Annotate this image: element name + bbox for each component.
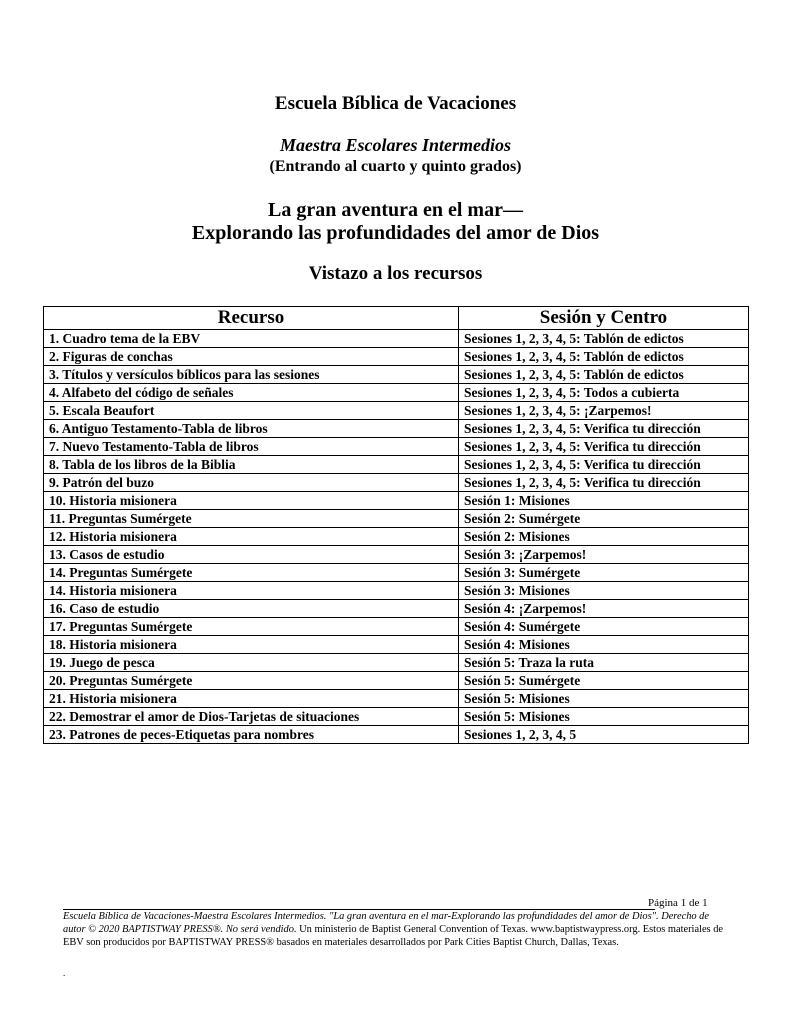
resource-cell: 1. Cuadro tema de la EBV <box>44 330 459 348</box>
session-center-cell: Sesiones 1, 2, 3, 4, 5: Todos a cubierta <box>459 384 749 402</box>
table-row <box>44 546 749 564</box>
grade-note: (Entrando al cuarto y quinto grados) <box>269 158 522 175</box>
session-center-cell: Sesiones 1, 2, 3, 4, 5: Tablón de edictos <box>459 348 749 366</box>
resource-cell: 22. Demostrar el amor de Dios-Tarjetas de situaciones <box>44 708 459 726</box>
column-header-resource: Recurso <box>44 307 459 330</box>
session-center-cell: Sesión 5: Misiones <box>459 690 749 708</box>
session-center-cell: Sesión 2: Sumérgete <box>459 510 749 528</box>
resource-cell: 11. Preguntas Sumérgete <box>44 510 459 528</box>
table-row <box>44 582 749 600</box>
resource-cell: 21. Historia misionera <box>44 690 459 708</box>
resource-cell: 3. Títulos y versículos bíblicos para las sesiones <box>44 366 459 384</box>
table-row <box>44 618 749 636</box>
resources-table <box>43 306 749 744</box>
session-center-cell: Sesión 5: Sumérgete <box>459 672 749 690</box>
table-header-row <box>44 307 749 330</box>
page-number: Página 1 de 1 <box>648 897 708 909</box>
resource-cell: 10. Historia misionera <box>44 492 459 510</box>
footer-plain-text: Un ministerio de Baptist General Convention of Texas. www.baptistwaypress.org. Estos materiales de EBV son producidos por BAPTISTWAY PRESS® basados en materiales desarrollados por Park Cities Baptist Church, Dallas, Texas. <box>63 924 724 948</box>
session-center-cell: Sesiones 1, 2, 3, 4, 5 <box>459 726 749 744</box>
table-row <box>44 708 749 726</box>
footer-italic-text: Escuela Bíblica de Vacaciones-Maestra Escolares Intermedios. "La gran aventura en el mar-Explorando las profundidades del amor de Dios". Derecho de autor © 2020 BAPTISTWAY PRESS®. No será vendido. <box>63 911 709 935</box>
session-center-cell: Sesión 4: Misiones <box>459 636 749 654</box>
session-center-cell: Sesiones 1, 2, 3, 4, 5: Verifica tu dirección <box>459 456 749 474</box>
document-subtitle: Maestra Escolares Intermedios <box>279 135 511 155</box>
table-row <box>44 402 749 420</box>
resource-cell: 6. Antiguo Testamento-Tabla de libros <box>44 420 459 438</box>
session-center-cell: Sesiones 1, 2, 3, 4, 5: Verifica tu dirección <box>459 474 749 492</box>
table-row <box>44 366 749 384</box>
session-center-cell: Sesiones 1, 2, 3, 4, 5: Verifica tu dirección <box>459 420 749 438</box>
resource-cell: 5. Escala Beaufort <box>44 402 459 420</box>
resource-cell: 9. Patrón del buzo <box>44 474 459 492</box>
table-row <box>44 528 749 546</box>
resource-cell: 4. Alfabeto del código de señales <box>44 384 459 402</box>
table-row <box>44 348 749 366</box>
session-center-cell: Sesión 4: Sumérgete <box>459 618 749 636</box>
table-row <box>44 420 749 438</box>
resource-cell: 23. Patrones de peces-Etiquetas para nombres <box>44 726 459 744</box>
table-row <box>44 474 749 492</box>
table-row <box>44 654 749 672</box>
resource-cell: 12. Historia misionera <box>44 528 459 546</box>
resource-cell: 14. Historia misionera <box>44 582 459 600</box>
resource-cell: 18. Historia misionera <box>44 636 459 654</box>
table-row <box>44 690 749 708</box>
session-center-cell: Sesión 5: Misiones <box>459 708 749 726</box>
resource-cell: 16. Caso de estudio <box>44 600 459 618</box>
resource-cell: 13. Casos de estudio <box>44 546 459 564</box>
section-title: Vistazo a los recursos <box>308 263 483 284</box>
session-center-cell: Sesiones 1, 2, 3, 4, 5: Verifica tu dirección <box>459 438 749 456</box>
session-center-cell: Sesiones 1, 2, 3, 4, 5: Tablón de edictos <box>459 330 749 348</box>
table-row <box>44 438 749 456</box>
resource-cell: 14. Preguntas Sumérgete <box>44 564 459 582</box>
footer-dot: . <box>63 968 66 978</box>
session-center-cell: Sesión 3: Sumérgete <box>459 564 749 582</box>
session-center-cell: Sesión 4: ¡Zarpemos! <box>459 600 749 618</box>
table-row <box>44 330 749 348</box>
resource-cell: 20. Preguntas Sumérgete <box>44 672 459 690</box>
table-body <box>44 330 749 744</box>
table-row <box>44 564 749 582</box>
session-center-cell: Sesión 2: Misiones <box>459 528 749 546</box>
resource-cell: 8. Tabla de los libros de la Biblia <box>44 456 459 474</box>
table-row <box>44 672 749 690</box>
resource-cell: 17. Preguntas Sumérgete <box>44 618 459 636</box>
session-center-cell: Sesión 1: Misiones <box>459 492 749 510</box>
session-center-cell: Sesión 3: Misiones <box>459 582 749 600</box>
resource-cell: 2. Figuras de conchas <box>44 348 459 366</box>
document-title: Escuela Bíblica de Vacaciones <box>274 93 517 114</box>
table-row <box>44 492 749 510</box>
table-row <box>44 600 749 618</box>
theme-line-2: Explorando las profundidades del amor de Dios <box>191 222 600 244</box>
table-row <box>44 636 749 654</box>
table-row <box>44 456 749 474</box>
table-row <box>44 384 749 402</box>
footer-copyright <box>63 910 728 949</box>
session-center-cell: Sesiones 1, 2, 3, 4, 5: Tablón de edictos <box>459 366 749 384</box>
session-center-cell: Sesiones 1, 2, 3, 4, 5: ¡Zarpemos! <box>459 402 749 420</box>
session-center-cell: Sesión 5: Traza la ruta <box>459 654 749 672</box>
table-row <box>44 510 749 528</box>
resource-cell: 19. Juego de pesca <box>44 654 459 672</box>
theme-line-1: La gran aventura en el mar— <box>268 199 523 221</box>
resource-cell: 7. Nuevo Testamento-Tabla de libros <box>44 438 459 456</box>
session-center-cell: Sesión 3: ¡Zarpemos! <box>459 546 749 564</box>
table-row <box>44 726 749 744</box>
column-header-session: Sesión y Centro <box>459 307 749 330</box>
